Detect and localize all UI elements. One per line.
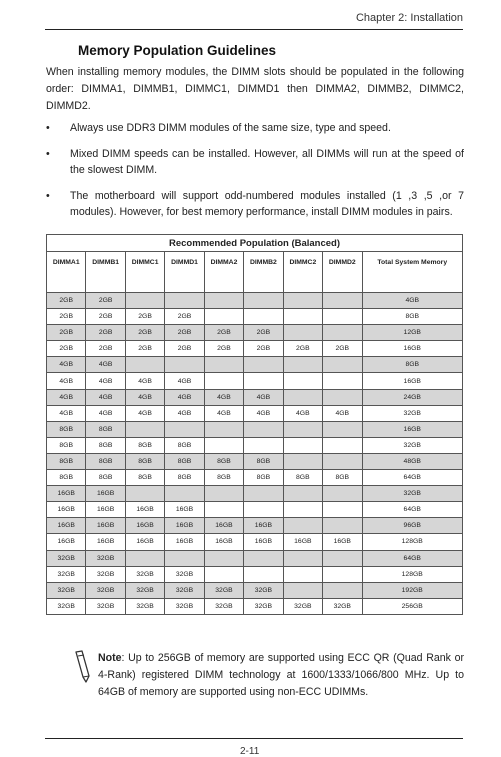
- column-header: DIMMC1: [125, 252, 164, 293]
- table-row: [47, 325, 463, 341]
- table-cell: [323, 357, 362, 373]
- table-cell: 8GB: [204, 470, 243, 486]
- table-cell: [244, 486, 283, 502]
- table-cell: 48GB: [362, 453, 463, 469]
- table-cell: [165, 486, 204, 502]
- table-cell: 2GB: [47, 325, 86, 341]
- table-cell: 16GB: [86, 518, 125, 534]
- table-cell: 192GB: [362, 582, 463, 598]
- table-cell: 4GB: [165, 405, 204, 421]
- table-cell: [204, 309, 243, 325]
- table-cell: 4GB: [47, 389, 86, 405]
- table-cell: 32GB: [244, 598, 283, 614]
- column-header: DIMMB1: [86, 252, 125, 293]
- bullet-item: [46, 188, 464, 221]
- table-row: [47, 437, 463, 453]
- table-cell: [204, 566, 243, 582]
- table-cell: [165, 421, 204, 437]
- table-cell: [204, 550, 243, 566]
- table-row: [47, 293, 463, 309]
- table-cell: [283, 309, 322, 325]
- table-cell: 32GB: [47, 598, 86, 614]
- table-cell: [323, 325, 362, 341]
- table-cell: 8GB: [86, 437, 125, 453]
- column-header: Total System Memory: [362, 252, 463, 293]
- table-cell: 16GB: [47, 534, 86, 550]
- table-cell: 16GB: [86, 486, 125, 502]
- table-row: [47, 309, 463, 325]
- bullet-text: The motherboard will support odd-numbered modules installed (1 ,3 ,5 ,or 7 modules). However, for best memory performance, install DIMM modules in pairs.: [70, 189, 464, 218]
- table-cell: 4GB: [125, 389, 164, 405]
- table-cell: 4GB: [204, 405, 243, 421]
- table-cell: [125, 293, 164, 309]
- table-cell: 8GB: [362, 357, 463, 373]
- table-row: [47, 566, 463, 582]
- table-cell: 32GB: [47, 582, 86, 598]
- table-cell: [323, 566, 362, 582]
- column-header: DIMMA2: [204, 252, 243, 293]
- table-cell: [283, 421, 322, 437]
- table-cell: [283, 550, 322, 566]
- table-header-row: [47, 252, 463, 293]
- table-cell: 2GB: [204, 341, 243, 357]
- table-cell: [323, 582, 362, 598]
- table-cell: [283, 437, 322, 453]
- table-cell: 32GB: [47, 566, 86, 582]
- table-cell: 32GB: [86, 598, 125, 614]
- table-cell: 12GB: [362, 325, 463, 341]
- population-table: [46, 234, 463, 615]
- table-cell: [204, 357, 243, 373]
- bullet-list: [46, 120, 464, 230]
- table-cell: 16GB: [86, 534, 125, 550]
- table-body: [47, 293, 463, 615]
- table-row: [47, 453, 463, 469]
- table-cell: 32GB: [362, 405, 463, 421]
- table-row: [47, 389, 463, 405]
- table-row: [47, 373, 463, 389]
- table-row: [47, 550, 463, 566]
- table-cell: [244, 421, 283, 437]
- bullet-marker: •: [46, 122, 50, 134]
- table-cell: 32GB: [204, 598, 243, 614]
- table-cell: 4GB: [204, 389, 243, 405]
- table-row: [47, 486, 463, 502]
- column-header: DIMMB2: [244, 252, 283, 293]
- table-cell: 16GB: [244, 534, 283, 550]
- table-cell: [283, 389, 322, 405]
- table-cell: [204, 502, 243, 518]
- table-cell: 32GB: [86, 566, 125, 582]
- table-cell: 8GB: [47, 470, 86, 486]
- table-cell: [244, 309, 283, 325]
- table-cell: 128GB: [362, 534, 463, 550]
- bullet-text: Always use DDR3 DIMM modules of the same size, type and speed.: [70, 122, 391, 134]
- table-cell: [323, 437, 362, 453]
- table-row: [47, 421, 463, 437]
- table-cell: [244, 502, 283, 518]
- table-cell: [283, 502, 322, 518]
- table-cell: [323, 453, 362, 469]
- table-cell: 8GB: [165, 453, 204, 469]
- table-cell: 4GB: [165, 373, 204, 389]
- table-cell: 32GB: [323, 598, 362, 614]
- table-cell: [283, 518, 322, 534]
- table-cell: 64GB: [362, 550, 463, 566]
- table-cell: 4GB: [323, 405, 362, 421]
- table-cell: 8GB: [204, 453, 243, 469]
- table-cell: 16GB: [244, 518, 283, 534]
- table-cell: 8GB: [125, 437, 164, 453]
- table-cell: 64GB: [362, 502, 463, 518]
- table-cell: 32GB: [86, 582, 125, 598]
- table-cell: 96GB: [362, 518, 463, 534]
- table-cell: 2GB: [125, 325, 164, 341]
- table-cell: 16GB: [204, 518, 243, 534]
- table-cell: [244, 293, 283, 309]
- table-cell: 16GB: [204, 534, 243, 550]
- table-cell: 16GB: [362, 421, 463, 437]
- table-row: [47, 518, 463, 534]
- header-rule: [45, 29, 463, 30]
- column-header: DIMMD2: [323, 252, 362, 293]
- table-cell: 16GB: [362, 373, 463, 389]
- table-cell: 16GB: [283, 534, 322, 550]
- table-cell: [323, 373, 362, 389]
- table-cell: 4GB: [47, 405, 86, 421]
- table-cell: [283, 373, 322, 389]
- table-cell: [283, 357, 322, 373]
- table-cell: [283, 566, 322, 582]
- table-cell: 4GB: [244, 389, 283, 405]
- table-cell: [204, 437, 243, 453]
- table-cell: [323, 421, 362, 437]
- table-cell: [244, 566, 283, 582]
- table-cell: 8GB: [165, 437, 204, 453]
- chapter-header: Chapter 2: Installation: [355, 12, 463, 24]
- table-cell: 2GB: [165, 309, 204, 325]
- table-cell: 2GB: [244, 325, 283, 341]
- table-cell: [165, 550, 204, 566]
- table-cell: 2GB: [323, 341, 362, 357]
- table-cell: 8GB: [47, 437, 86, 453]
- table-cell: [244, 437, 283, 453]
- section-title: Memory Population Guidelines: [78, 43, 277, 58]
- note-label: Note: [98, 652, 122, 664]
- table-cell: 16GB: [125, 502, 164, 518]
- table-cell: 32GB: [125, 598, 164, 614]
- table-cell: 2GB: [47, 309, 86, 325]
- table-cell: 16GB: [86, 502, 125, 518]
- table-row: [47, 534, 463, 550]
- table-cell: 128GB: [362, 566, 463, 582]
- table-cell: [204, 421, 243, 437]
- table-cell: 32GB: [362, 437, 463, 453]
- table-cell: 2GB: [47, 293, 86, 309]
- table-cell: [323, 293, 362, 309]
- table-cell: 16GB: [165, 502, 204, 518]
- column-header: DIMMD1: [165, 252, 204, 293]
- table-cell: 4GB: [86, 357, 125, 373]
- table-cell: [125, 550, 164, 566]
- table-row: [47, 582, 463, 598]
- table-cell: [165, 293, 204, 309]
- table-row: [47, 341, 463, 357]
- table-cell: 8GB: [86, 421, 125, 437]
- column-header: DIMMC2: [283, 252, 322, 293]
- table-cell: [204, 293, 243, 309]
- table-cell: 32GB: [165, 566, 204, 582]
- table-cell: [244, 550, 283, 566]
- table-cell: [165, 357, 204, 373]
- table-cell: 4GB: [165, 389, 204, 405]
- table-cell: 8GB: [47, 453, 86, 469]
- table-cell: 8GB: [362, 309, 463, 325]
- table-cell: [323, 486, 362, 502]
- table-row: [47, 502, 463, 518]
- table-cell: 32GB: [362, 486, 463, 502]
- table-cell: 2GB: [86, 293, 125, 309]
- table-cell: 16GB: [323, 534, 362, 550]
- table-cell: 2GB: [204, 325, 243, 341]
- table-cell: [323, 502, 362, 518]
- table-cell: 4GB: [86, 373, 125, 389]
- table-cell: 4GB: [362, 293, 463, 309]
- table-cell: 32GB: [244, 582, 283, 598]
- table-cell: 8GB: [125, 453, 164, 469]
- bullet-item: [46, 120, 464, 137]
- table-row: [47, 598, 463, 614]
- bullet-item: [46, 146, 464, 179]
- table-cell: 8GB: [244, 453, 283, 469]
- table-cell: 256GB: [362, 598, 463, 614]
- table-cell: [323, 309, 362, 325]
- table-cell: [283, 582, 322, 598]
- table-cell: 4GB: [125, 373, 164, 389]
- table-cell: [283, 293, 322, 309]
- table-row: [47, 357, 463, 373]
- table-cell: 32GB: [204, 582, 243, 598]
- table-cell: 8GB: [86, 470, 125, 486]
- table-cell: 2GB: [125, 309, 164, 325]
- bullet-text: Mixed DIMM speeds can be installed. However, all DIMMs will run at the speed of the slowest DIMM.: [70, 147, 464, 176]
- table-cell: 16GB: [47, 502, 86, 518]
- table-cell: 8GB: [86, 453, 125, 469]
- table-cell: [204, 486, 243, 502]
- table-cell: 4GB: [125, 405, 164, 421]
- note-paragraph: [98, 650, 464, 701]
- table-cell: 4GB: [244, 405, 283, 421]
- table-cell: 2GB: [125, 341, 164, 357]
- table-cell: 32GB: [165, 598, 204, 614]
- table-cell: 16GB: [125, 534, 164, 550]
- table-cell: [125, 357, 164, 373]
- table-cell: [323, 518, 362, 534]
- table-cell: 2GB: [47, 341, 86, 357]
- table-cell: 2GB: [86, 309, 125, 325]
- pencil-icon: [72, 650, 92, 689]
- table-caption: Recommended Population (Balanced): [47, 235, 463, 252]
- footer-rule: [45, 738, 463, 739]
- table-cell: [283, 486, 322, 502]
- table-cell: 2GB: [244, 341, 283, 357]
- table-cell: 8GB: [165, 470, 204, 486]
- table-cell: 4GB: [283, 405, 322, 421]
- table-cell: 2GB: [283, 341, 322, 357]
- table-cell: 16GB: [362, 341, 463, 357]
- table-cell: [244, 373, 283, 389]
- table-cell: 64GB: [362, 470, 463, 486]
- table-cell: [283, 453, 322, 469]
- table-row: [47, 470, 463, 486]
- table-cell: [204, 373, 243, 389]
- intro-paragraph: When installing memory modules, the DIMM slots should be populated in the following order: DIMMA1, DIMMB1, DIMMC1, DIMMD1 then DIMMA2, DIMMB2, DIMMC2, DIMMD2.: [46, 66, 464, 112]
- table-cell: 16GB: [165, 534, 204, 550]
- table-cell: [125, 421, 164, 437]
- table-cell: 16GB: [125, 518, 164, 534]
- table-cell: 8GB: [125, 470, 164, 486]
- table-cell: 16GB: [47, 486, 86, 502]
- table-cell: [125, 486, 164, 502]
- table-cell: 4GB: [47, 357, 86, 373]
- table-cell: 8GB: [323, 470, 362, 486]
- table-cell: 32GB: [125, 582, 164, 598]
- bullet-marker: •: [46, 189, 50, 202]
- table-row: [47, 405, 463, 421]
- table-cell: 2GB: [165, 325, 204, 341]
- table-cell: 2GB: [86, 325, 125, 341]
- note-text: : Up to 256GB of memory are supported using ECC QR (Quad Rank or 4-Rank) registered DIMM technology at 1600/1333/1066/800 MHz. Up to 64GB of memory are supported using non-ECC UDIMMs.: [98, 652, 464, 698]
- page-number: 2-11: [240, 746, 260, 757]
- table-cell: 32GB: [283, 598, 322, 614]
- table-cell: 8GB: [47, 421, 86, 437]
- table-cell: [323, 389, 362, 405]
- table-cell: 4GB: [86, 405, 125, 421]
- table-cell: 24GB: [362, 389, 463, 405]
- table-cell: 32GB: [86, 550, 125, 566]
- table-cell: [283, 325, 322, 341]
- table-cell: [244, 357, 283, 373]
- table-cell: 16GB: [47, 518, 86, 534]
- table-cell: 32GB: [47, 550, 86, 566]
- table-cell: 8GB: [283, 470, 322, 486]
- table-cell: 32GB: [165, 582, 204, 598]
- table-cell: 4GB: [86, 389, 125, 405]
- table-cell: 32GB: [125, 566, 164, 582]
- table-cell: [323, 550, 362, 566]
- table-cell: 8GB: [244, 470, 283, 486]
- column-header: DIMMA1: [47, 252, 86, 293]
- table-cell: 2GB: [86, 341, 125, 357]
- table-cell: 2GB: [165, 341, 204, 357]
- table-cell: 4GB: [47, 373, 86, 389]
- table-cell: 16GB: [165, 518, 204, 534]
- bullet-marker: •: [46, 147, 50, 160]
